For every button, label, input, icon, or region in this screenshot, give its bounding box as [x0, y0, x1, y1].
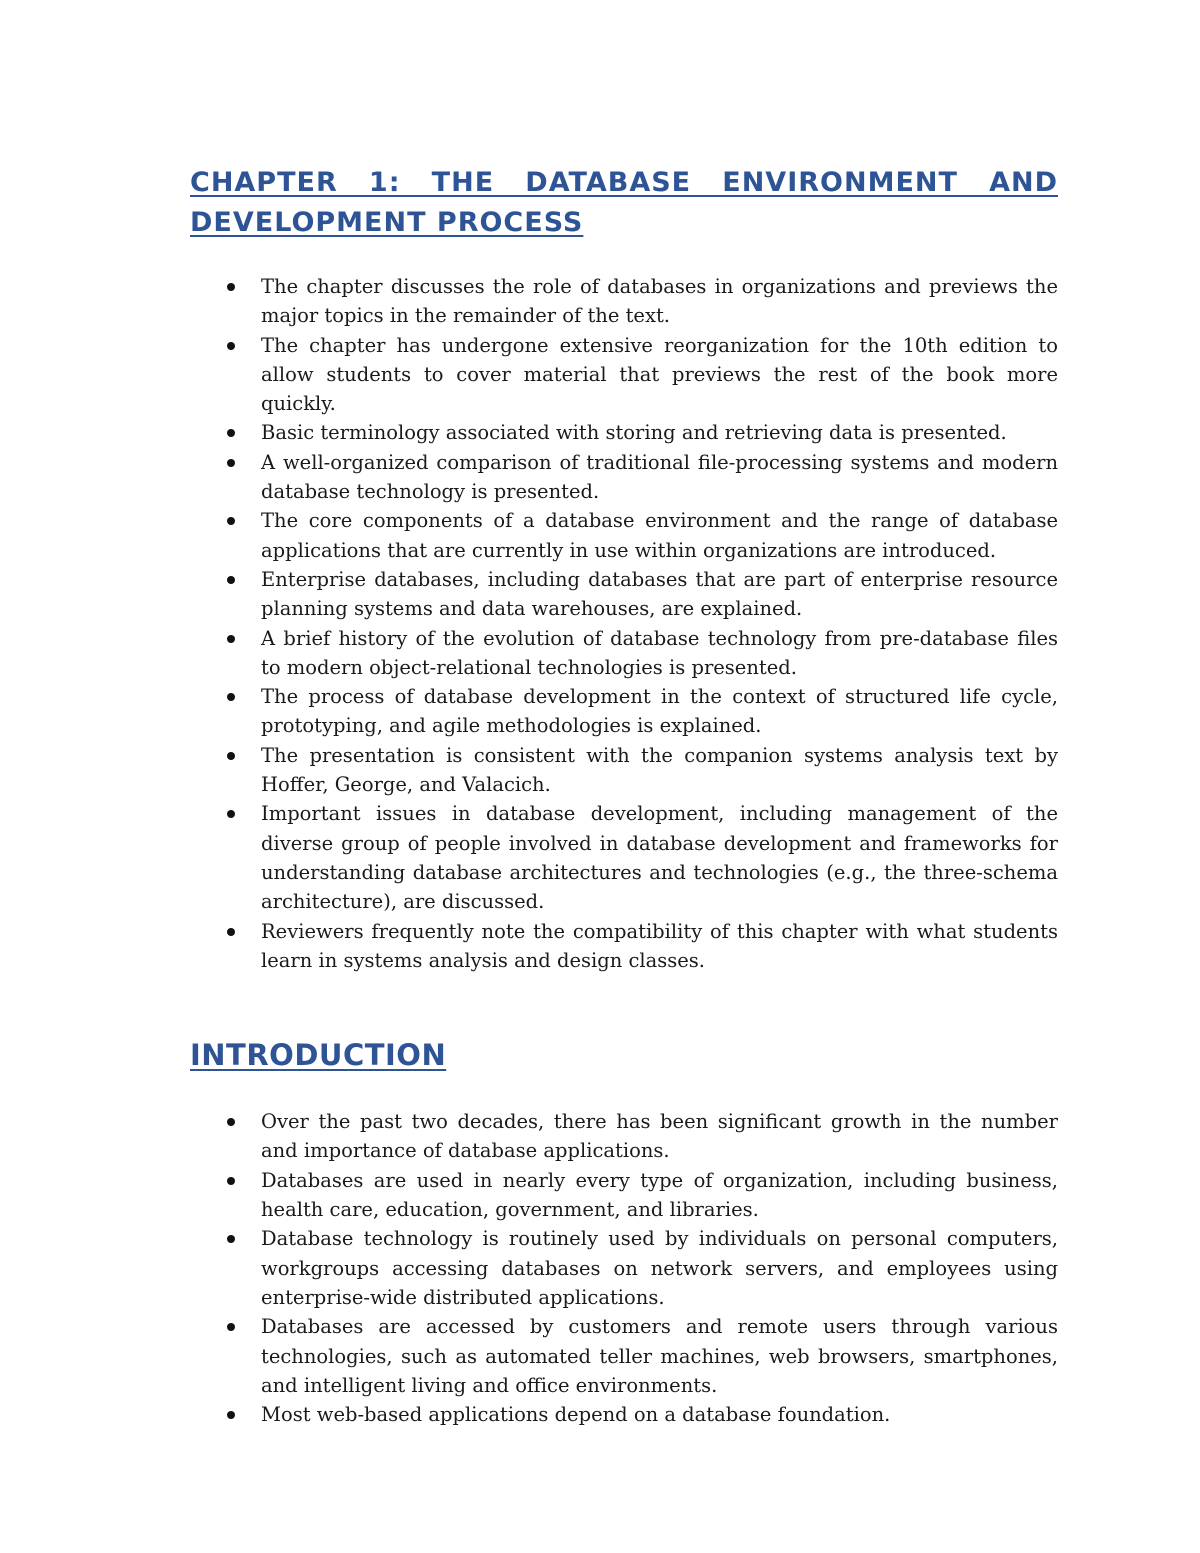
bullet-icon [227, 459, 235, 467]
bullet-icon [227, 752, 235, 760]
chapter-bullet-list [190, 272, 1058, 975]
list-item [190, 799, 1058, 916]
list-item [190, 741, 1058, 800]
list-item-text: Reviewers frequently note the compatibility of this chapter with what students learn in systems analysis and design classes. [261, 919, 1058, 972]
list-item-text: Important issues in database development, including management of the diverse group of people involved in database development and frameworks for understanding database architectures and technologies (e.g., the three-schema architecture), are discussed. [261, 802, 1058, 914]
bullet-icon [227, 429, 235, 437]
list-item [190, 272, 1058, 331]
list-item-text: The presentation is consistent with the companion systems analysis text by Hoffer, George, and Valacich. [261, 743, 1058, 797]
bullet-icon [227, 1323, 235, 1331]
bullet-icon [227, 1411, 235, 1419]
list-item-text: The chapter has undergone extensive reorganization for the 10th edition to allow students to cover material that previews the rest of the book more quickly. [261, 333, 1058, 416]
bullet-icon [227, 1235, 235, 1243]
list-item [190, 1400, 1058, 1429]
list-item-text: Databases are used in nearly every type of organization, including business, health care, education, government, and libraries. [261, 1168, 1058, 1222]
introduction-heading: INTRODUCTION [190, 1038, 447, 1073]
list-item-text: The process of database development in the context of structured life cycle, prototyping, and agile methodologies is explained. [261, 685, 1058, 738]
list-item-text: A well-organized comparison of traditional file-processing systems and modern database technology is presented. [261, 450, 1058, 504]
bullet-icon [227, 1177, 235, 1185]
list-item [190, 331, 1058, 419]
bullet-icon [227, 928, 235, 936]
list-item-text: Basic terminology associated with storing and retrieving data is presented. [261, 421, 1007, 445]
list-item [190, 917, 1058, 976]
list-item [190, 1107, 1058, 1166]
list-item [190, 624, 1058, 683]
list-item [190, 1312, 1058, 1400]
list-item-text: Over the past two decades, there has been significant growth in the number and importance of database applications. [261, 1110, 1058, 1163]
list-item [190, 448, 1058, 507]
list-item [190, 506, 1058, 565]
list-item-text: The chapter discusses the role of databases in organizations and previews the major topics in the remainder of the text. [261, 275, 1058, 328]
bullet-icon [227, 810, 235, 818]
list-item-text: A brief history of the evolution of database technology from pre-database files to modern object-relational technologies is presented. [261, 626, 1058, 679]
bullet-icon [227, 576, 235, 584]
chapter-heading: CHAPTER 1: THE DATABASE ENVIRONMENT AND DEVELOPMENT PROCESS [190, 167, 1058, 238]
bullet-icon [227, 517, 235, 525]
list-item-text: Databases are accessed by customers and remote users through various technologies, such as automated teller machines, web browsers, smartphones, and intelligent living and office environments. [261, 1315, 1058, 1397]
bullet-icon [227, 693, 235, 701]
list-item [190, 565, 1058, 624]
list-item [190, 418, 1058, 447]
list-item [190, 1166, 1058, 1225]
bullet-icon [227, 342, 235, 350]
list-item [190, 682, 1058, 741]
list-item-text: Database technology is routinely used by individuals on personal computers, workgroups accessing databases on network servers, and employees using enterprise-wide distributed applications. [261, 1227, 1058, 1309]
bullet-icon [227, 283, 235, 291]
introduction-bullet-list [190, 1107, 1058, 1429]
list-item-text: Most web-based applications depend on a database foundation. [261, 1403, 891, 1427]
list-item-text: Enterprise databases, including databases that are part of enterprise resource planning systems and data warehouses, are explained. [261, 567, 1058, 621]
page-content [190, 163, 1058, 1429]
list-item-text: The core components of a database environment and the range of database applications that are currently in use within organizations are introduced. [261, 509, 1058, 562]
bullet-icon [227, 1118, 235, 1126]
list-item [190, 1224, 1058, 1312]
bullet-icon [227, 635, 235, 643]
